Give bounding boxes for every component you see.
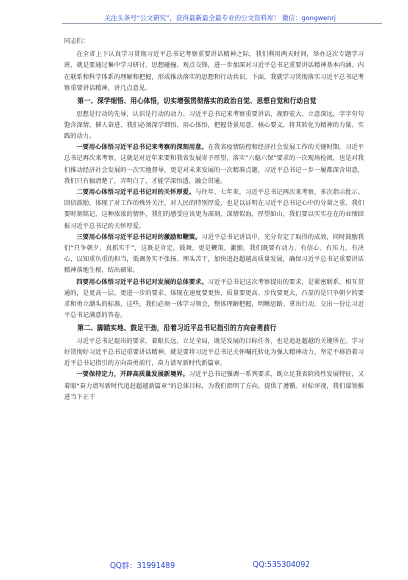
paragraph [64,232,364,277]
paragraph-lead: 一要保持定力，开辟高质量发展新境界。 [76,371,189,379]
paragraph-lead: 一要用心体悟习近平总书记来考察的深刻用意。 [76,144,208,152]
footer-qq-group: QQ群：31991489 [110,561,175,570]
header-banner[interactable]: 关注头条号“公文研究”，获得最新最全最专业的公文资料库！ 微信：gongwenrj [104,14,336,22]
paragraph-text: 习近平总书记这次考察提出的要求，是紧密联系、相互贯通的，是更高一层、更进一步的要求，体现在速度要更快、质量要更高、步伐要更大，凸显的是只争朝夕的要求和勇立潮头的标准，这些，我们必须一体学习领会，整体理解把握，明晰思路、拿出行动，交出一份让习近平总书记满意的答卷。 [64,278,364,320]
paragraph-text: 习近平总书记讲话中，充分肯定了取得的成效，同时鼓励我们“只争朝夕、真抓实干”，这既是肯定，鼓舞，更是鞭策、激励，我们既要有动力、有信心、有压力，有决心，以知重负重的担当，低调务实不张扬、埋头苦干，加快追赶超越高质量发展，确保习近平总书记重要讲话精神落地生根、结出硕果。 [64,233,364,275]
section-heading-1: 第一、深学细悟、用心体悟，切实增强贯彻落实的政治自觉、思想自觉和行动自觉 [77,97,317,106]
paragraph-text: 习近平总书记强调一系列要求，既立足我省阶段性发展特征，又着眼“奋力谱写新时代追赶超越新篇章”的总体目标，为我们指明了方向、提供了遵循。对标审视，我们谋划推进当下正干 [64,371,364,401]
salutation: 同志们： [64,38,89,45]
footer-qq-number: QQ:535304092 [252,560,310,569]
paragraph: 习近平总书记提出的要求，着眼长远、立足全局，既是发展的目标任务，也是追赶超越的关键所在。学习好贯彻好习近平总书记重要讲话精神，就是要将习近平总书记关怀嘱托转化为强大精神动力，坚定不移沿着习近平总书记指引的方向奋勇前行，奋力谱写新时代新篇章。 [64,337,364,368]
paragraph-text: 在我省疫情防控和经济社会发展工作的关键时期，习近平总书记再次来考察，这就是对近年来要和我省发展寄予厚望，落实“六稳六保”要求的一次现场检阅，也是对我们推动经济社会发展的一次实地督导，更是对未来发展的一次精准点题，习近平总书记一步一履都深含用意，我们只有搞清楚了，弄明白了，才能学深悟透、融会贯通。 [64,144,364,185]
paragraph [64,369,364,403]
paragraph: 思想是行动的先导，认识是行动的动力。习近平总书记来考察重要讲话，视野宏大、立意深远，字字句句饱含深情、催人奋进，我们必须深学细悟、用心体悟，把握背景用意、核心要义，将其转化为精神的力量、实践的动力。 [64,110,364,140]
paragraph-text: 与往年、七年来，习近平总书记两次来考察，多次指示批示、回信鼓励，体现了对工作的殊外关注，对人民的特别厚爱，也是以证明在习近平总书记心中的分量之重，我们要时刻铭记、这种浓浓的情怀，我们的感受应该更为深刻，深情似海，厚望如山，我们要以实实在在的业绩回报习近平总书记的关怀厚爱。 [64,188,364,230]
paragraph-lead: 三要用心体悟习近平总书记对的激励和鞭策。 [76,233,202,241]
paragraph [64,187,364,232]
section-heading-2: 第二、脚踏实地、鼓足干劲，沿着习近平总书记指引的方向奋勇前行 [77,324,277,333]
document-body [64,36,364,403]
footer-contacts [110,560,310,571]
paragraph-lead: 四要用心体悟习近平总书记对发展的总体要求。 [76,278,208,286]
intro-paragraph: 在全省上下认真学习贯彻习近平总书记考察重要讲话精神之际，我们利用两天时间，举办这次专题学习班，就是要通过集中学习研讨、思想碰撞、观点交锋，进一步加深对习近平总书记重要讲话精神基本内涵、内在联系和科学体系的理解和把握，形成推动落实的思想和行动共识。下面，我就学习贯彻落实习近平总书记考察重要讲话精神，讲几点意见。 [64,51,364,92]
paragraph [64,142,364,187]
paragraph-lead: 二要用心体悟习近平总书记对的关怀厚爱。 [76,188,196,196]
paragraph [64,277,364,322]
header-divider [62,23,382,24]
